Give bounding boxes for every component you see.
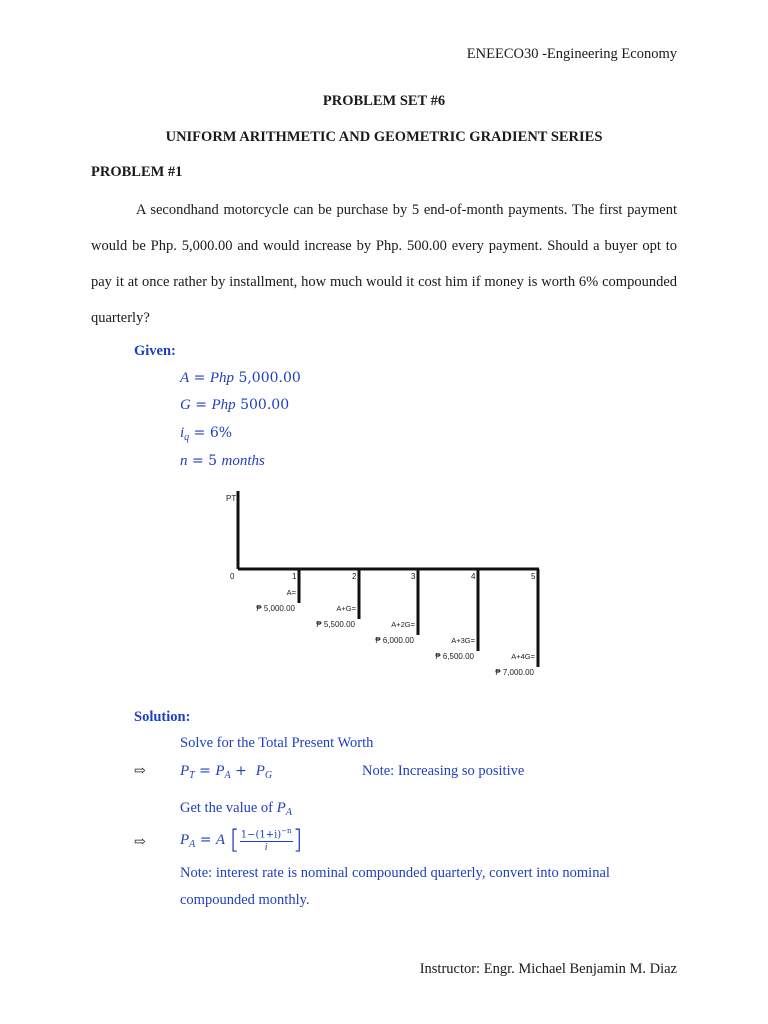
period-label: 4 — [471, 572, 476, 581]
given-label: Given: — [134, 343, 176, 359]
period-label: 2 — [352, 572, 357, 581]
solution-note1: Note: Increasing so positive — [362, 763, 525, 779]
document-header: ENEECO30 -Engineering Economy — [466, 46, 677, 62]
payment-label: A= — [286, 588, 296, 597]
pt-label: PT — [226, 494, 237, 503]
payment-label: A+2G= — [391, 620, 415, 629]
solution-note2-line1: Note: interest rate is nominal compounded quarterly, convert into nominal — [180, 865, 610, 881]
payment-amount: ₱ 7,000.00 — [495, 668, 534, 677]
fraction-denominator: i — [264, 841, 268, 853]
payment-amount: ₱ 6,500.00 — [435, 652, 474, 661]
payment-amount: ₱ 5,000.00 — [256, 604, 295, 613]
total-present-worth-formula: $P_T = P_A + P_G$ — [180, 763, 273, 781]
given-n: n = 5 months — [180, 453, 265, 469]
php-unit: Php — [211, 397, 236, 413]
payment-label: A+4G= — [511, 652, 535, 661]
topic-title: UNIFORM ARITHMETIC AND GEOMETRIC GRADIENT SERIES — [165, 129, 603, 145]
solution-step2-text: Get the value of — [180, 800, 274, 816]
solution-step1: Solve for the Total Present Worth — [180, 735, 374, 751]
period-label: 5 — [531, 572, 536, 581]
problem-set-title: PROBLEM SET #6 — [322, 93, 446, 109]
problem-statement — [91, 192, 677, 336]
fraction-numerator: 1−(1+i) — [240, 829, 282, 841]
arrow-icon: ⇨ — [134, 764, 146, 779]
payment-amount: ₱ 6,000.00 — [375, 636, 414, 645]
period-label: 1 — [292, 572, 297, 581]
solution-step2: Get the value of $P_A$ — [180, 800, 292, 818]
arrow-icon: ⇨ — [134, 835, 146, 850]
payment-arrows — [256, 569, 538, 677]
php-unit: Php — [209, 370, 234, 386]
pa-formula: $P_A = A$ [ $\frac{1-(1+i)^{-n}}{i}$ ] — [180, 825, 303, 855]
period-labels — [230, 572, 536, 581]
document-footer: Instructor: Engr. Michael Benjamin M. Diaz — [419, 961, 677, 977]
pa-fraction — [240, 827, 293, 852]
fraction-exponent: −n — [281, 827, 292, 836]
period-label: 0 — [230, 572, 235, 581]
period-label: 3 — [411, 572, 416, 581]
given-G-value: 500.00 — [240, 397, 290, 413]
solution-label: Solution: — [134, 709, 191, 725]
given-n-unit: months — [221, 453, 265, 469]
left-bracket: [ — [229, 825, 240, 855]
given-n-value: 5 — [208, 453, 218, 469]
cash-flow-diagram — [222, 487, 552, 697]
problem-label: PROBLEM #1 — [91, 164, 183, 180]
problem-text: A secondhand motorcycle can be purchase by 5 end-of-month payments. The first payment would be Php. 5,000.00 and would increase by Php. 500.00 every payment. Should a buyer opt to pay it at once rather by installment, how much would it cost him if money is worth 6% compounded quarterly? — [91, 202, 677, 326]
given-G: G = Php 500.00 — [180, 397, 290, 413]
given-iq: $i_q = 6\%$ — [180, 425, 233, 443]
right-bracket: ] — [292, 825, 303, 855]
solution-note2-line2: compounded monthly. — [180, 892, 310, 908]
given-A: A = Php 5,000.00 — [180, 370, 301, 386]
payment-label: A+G= — [336, 604, 356, 613]
payment-label: A+3G= — [451, 636, 475, 645]
payment-amount: ₱ 5,500.00 — [316, 620, 355, 629]
given-iq-value: 6% — [209, 425, 233, 441]
given-A-value: 5,000.00 — [238, 370, 301, 386]
